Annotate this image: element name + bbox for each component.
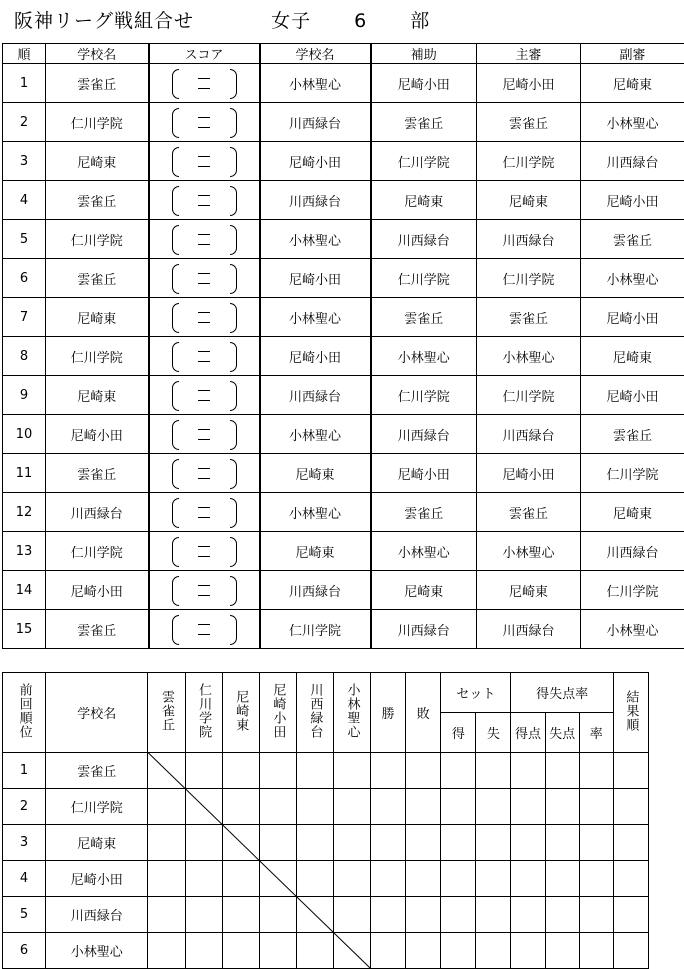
header-sub-referee: 副審 bbox=[581, 44, 684, 64]
standings-cell bbox=[511, 753, 545, 789]
match-away-school: 川西緑台 bbox=[260, 181, 371, 220]
standings-cell bbox=[371, 753, 406, 789]
match-number: 12 bbox=[3, 493, 46, 532]
match-home-school: 雲雀丘 bbox=[46, 259, 149, 298]
match-chief-referee: 仁川学院 bbox=[477, 142, 581, 181]
match-score bbox=[149, 64, 260, 103]
standings-cell bbox=[222, 825, 259, 861]
match-sub-referee: 仁川学院 bbox=[581, 571, 684, 610]
match-row bbox=[3, 337, 684, 376]
standings-cell bbox=[441, 933, 476, 969]
match-row bbox=[3, 376, 684, 415]
standings-cell bbox=[579, 753, 613, 789]
standings-rank: 6 bbox=[3, 933, 46, 969]
schedule-header-row bbox=[3, 44, 684, 64]
standings-cell bbox=[511, 861, 545, 897]
standings-cell bbox=[148, 753, 185, 789]
match-home-school: 雲雀丘 bbox=[46, 454, 149, 493]
standings-rank: 1 bbox=[3, 753, 46, 789]
standings-cell bbox=[406, 825, 441, 861]
match-score bbox=[149, 454, 260, 493]
standings-school: 仁川学院 bbox=[46, 789, 148, 825]
match-score bbox=[149, 415, 260, 454]
standings-cell bbox=[296, 933, 333, 969]
header-losses: 敗 bbox=[406, 673, 441, 753]
standings-cell bbox=[545, 861, 579, 897]
match-home-school: 尼崎東 bbox=[46, 376, 149, 415]
match-home-school: 尼崎東 bbox=[46, 142, 149, 181]
standings-table bbox=[2, 672, 649, 969]
header-previous-rank: 前回順位 bbox=[3, 673, 46, 753]
match-sub-referee: 雲雀丘 bbox=[581, 415, 684, 454]
match-row bbox=[3, 142, 684, 181]
title-division: 女子 bbox=[271, 10, 312, 32]
match-chief-referee: 仁川学院 bbox=[477, 259, 581, 298]
match-number: 6 bbox=[3, 259, 46, 298]
standings-cell bbox=[333, 753, 370, 789]
match-sub-referee: 川西緑台 bbox=[581, 532, 684, 571]
match-score bbox=[149, 376, 260, 415]
match-number: 14 bbox=[3, 571, 46, 610]
match-away-school: 川西緑台 bbox=[260, 103, 371, 142]
standings-cell bbox=[371, 933, 406, 969]
match-home-school: 仁川学院 bbox=[46, 103, 149, 142]
match-number: 7 bbox=[3, 298, 46, 337]
standings-row bbox=[3, 897, 649, 933]
header-order: 順 bbox=[3, 44, 46, 64]
match-number: 5 bbox=[3, 220, 46, 259]
match-score bbox=[149, 103, 260, 142]
match-sub-referee: 小林聖心 bbox=[581, 103, 684, 142]
standings-cell bbox=[259, 825, 296, 861]
match-assist: 尼崎小田 bbox=[371, 64, 477, 103]
header-result-order: 結果順 bbox=[613, 673, 648, 753]
standings-cell bbox=[296, 897, 333, 933]
standings-cell bbox=[259, 753, 296, 789]
standings-row bbox=[3, 933, 649, 969]
standings-cell bbox=[476, 789, 511, 825]
standings-cell bbox=[511, 825, 545, 861]
standings-cell bbox=[613, 933, 648, 969]
standings-cell bbox=[185, 789, 222, 825]
standings-rank: 4 bbox=[3, 861, 46, 897]
standings-cell bbox=[259, 897, 296, 933]
standings-cell bbox=[579, 933, 613, 969]
standings-school: 小林聖心 bbox=[46, 933, 148, 969]
standings-cell bbox=[406, 861, 441, 897]
standings-row bbox=[3, 825, 649, 861]
match-sub-referee: 仁川学院 bbox=[581, 454, 684, 493]
match-away-school: 尼崎東 bbox=[260, 454, 371, 493]
match-chief-referee: 雲雀丘 bbox=[477, 103, 581, 142]
match-chief-referee: 雲雀丘 bbox=[477, 298, 581, 337]
match-assist: 雲雀丘 bbox=[371, 103, 477, 142]
match-away-school: 仁川学院 bbox=[260, 610, 371, 649]
standings-cell bbox=[406, 897, 441, 933]
standings-school: 雲雀丘 bbox=[46, 753, 148, 789]
header-opp-2: 尼崎東 bbox=[222, 673, 259, 753]
standings-cell bbox=[476, 753, 511, 789]
match-chief-referee: 雲雀丘 bbox=[477, 493, 581, 532]
standings-cell bbox=[259, 789, 296, 825]
match-score bbox=[149, 220, 260, 259]
match-row bbox=[3, 571, 684, 610]
title-main: 阪神リーグ戦組合せ bbox=[14, 10, 195, 32]
match-chief-referee: 小林聖心 bbox=[477, 532, 581, 571]
match-row bbox=[3, 220, 684, 259]
match-score bbox=[149, 142, 260, 181]
standings-cell bbox=[222, 789, 259, 825]
match-number: 4 bbox=[3, 181, 46, 220]
standings-school: 川西緑台 bbox=[46, 897, 148, 933]
standings-cell bbox=[406, 933, 441, 969]
standings-cell bbox=[613, 897, 648, 933]
standings-cell bbox=[406, 789, 441, 825]
standings-cell bbox=[296, 753, 333, 789]
match-row bbox=[3, 415, 684, 454]
title-suffix: 部 bbox=[410, 10, 431, 32]
match-away-school: 小林聖心 bbox=[260, 493, 371, 532]
match-number: 11 bbox=[3, 454, 46, 493]
match-number: 3 bbox=[3, 142, 46, 181]
match-chief-referee: 小林聖心 bbox=[477, 337, 581, 376]
match-home-school: 川西緑台 bbox=[46, 493, 149, 532]
standings-cell bbox=[476, 825, 511, 861]
standings-cell bbox=[613, 825, 648, 861]
standings-cell bbox=[333, 789, 370, 825]
header-opp-1: 仁川学院 bbox=[185, 673, 222, 753]
match-away-school: 小林聖心 bbox=[260, 415, 371, 454]
header-school-away: 学校名 bbox=[260, 44, 371, 64]
standings-cell bbox=[185, 933, 222, 969]
standings-cell bbox=[185, 897, 222, 933]
standings-cell bbox=[579, 897, 613, 933]
match-row bbox=[3, 181, 684, 220]
standings-cell bbox=[333, 897, 370, 933]
standings-cell bbox=[613, 753, 648, 789]
match-chief-referee: 尼崎小田 bbox=[477, 454, 581, 493]
header-sets: セット bbox=[441, 673, 511, 713]
match-assist: 川西緑台 bbox=[371, 220, 477, 259]
standings-cell bbox=[296, 789, 333, 825]
match-chief-referee: 尼崎東 bbox=[477, 181, 581, 220]
match-row bbox=[3, 103, 684, 142]
match-row bbox=[3, 454, 684, 493]
match-assist: 仁川学院 bbox=[371, 376, 477, 415]
match-row bbox=[3, 298, 684, 337]
match-chief-referee: 尼崎小田 bbox=[477, 64, 581, 103]
match-row bbox=[3, 532, 684, 571]
match-row bbox=[3, 610, 684, 649]
header-score: スコア bbox=[149, 44, 260, 64]
standings-cell bbox=[545, 789, 579, 825]
match-sub-referee: 尼崎小田 bbox=[581, 298, 684, 337]
match-number: 1 bbox=[3, 64, 46, 103]
header-opp-0: 雲雀丘 bbox=[148, 673, 185, 753]
match-assist: 川西緑台 bbox=[371, 610, 477, 649]
standings-row bbox=[3, 753, 649, 789]
standings-cell bbox=[613, 861, 648, 897]
match-sub-referee: 尼崎東 bbox=[581, 337, 684, 376]
header-ratio: 率 bbox=[579, 713, 613, 753]
standings-cell bbox=[441, 897, 476, 933]
standings-cell bbox=[545, 753, 579, 789]
standings-cell bbox=[579, 861, 613, 897]
header-opp-3: 尼崎小田 bbox=[259, 673, 296, 753]
standings-cell bbox=[333, 933, 370, 969]
match-assist: 川西緑台 bbox=[371, 415, 477, 454]
match-assist: 尼崎東 bbox=[371, 571, 477, 610]
header-points-loss: 失点 bbox=[545, 713, 579, 753]
standings-rank: 2 bbox=[3, 789, 46, 825]
standings-cell bbox=[371, 789, 406, 825]
page-title bbox=[14, 6, 430, 33]
match-home-school: 仁川学院 bbox=[46, 532, 149, 571]
match-chief-referee: 川西緑台 bbox=[477, 610, 581, 649]
match-sub-referee: 雲雀丘 bbox=[581, 220, 684, 259]
header-opp-5: 小林聖心 bbox=[333, 673, 370, 753]
standings-rank: 5 bbox=[3, 897, 46, 933]
standings-cell bbox=[259, 861, 296, 897]
header-set-gain: 得 bbox=[441, 713, 476, 753]
match-away-school: 小林聖心 bbox=[260, 64, 371, 103]
match-score bbox=[149, 298, 260, 337]
standings-cell bbox=[371, 861, 406, 897]
match-away-school: 尼崎小田 bbox=[260, 142, 371, 181]
header-school-home: 学校名 bbox=[46, 44, 149, 64]
match-sub-referee: 尼崎東 bbox=[581, 64, 684, 103]
standings-school: 尼崎小田 bbox=[46, 861, 148, 897]
match-number: 2 bbox=[3, 103, 46, 142]
match-away-school: 川西緑台 bbox=[260, 376, 371, 415]
match-score bbox=[149, 610, 260, 649]
match-sub-referee: 小林聖心 bbox=[581, 610, 684, 649]
standings-cell bbox=[148, 933, 185, 969]
standings-cell bbox=[148, 825, 185, 861]
match-number: 13 bbox=[3, 532, 46, 571]
match-assist: 尼崎小田 bbox=[371, 454, 477, 493]
standings-cell bbox=[222, 933, 259, 969]
standings-row bbox=[3, 861, 649, 897]
standings-cell bbox=[545, 825, 579, 861]
match-away-school: 小林聖心 bbox=[260, 298, 371, 337]
match-number: 15 bbox=[3, 610, 46, 649]
standings-cell bbox=[511, 897, 545, 933]
match-score bbox=[149, 259, 260, 298]
standings-cell bbox=[545, 933, 579, 969]
match-assist: 仁川学院 bbox=[371, 142, 477, 181]
standings-cell bbox=[476, 897, 511, 933]
match-row bbox=[3, 64, 684, 103]
header-points-gain: 得点 bbox=[511, 713, 545, 753]
standings-cell bbox=[511, 933, 545, 969]
standings-cell bbox=[371, 897, 406, 933]
standings-cell bbox=[476, 933, 511, 969]
standings-header-row bbox=[3, 673, 649, 713]
standings-cell bbox=[296, 861, 333, 897]
standings-cell bbox=[441, 789, 476, 825]
standings-cell bbox=[148, 861, 185, 897]
header-opp-4: 川西緑台 bbox=[296, 673, 333, 753]
header-set-loss: 失 bbox=[476, 713, 511, 753]
header-school: 学校名 bbox=[46, 673, 148, 753]
match-home-school: 尼崎小田 bbox=[46, 415, 149, 454]
standings-cell bbox=[579, 825, 613, 861]
standings-cell bbox=[406, 753, 441, 789]
match-assist: 仁川学院 bbox=[371, 259, 477, 298]
standings-cell bbox=[259, 933, 296, 969]
header-assist: 補助 bbox=[371, 44, 477, 64]
match-row bbox=[3, 493, 684, 532]
match-home-school: 尼崎東 bbox=[46, 298, 149, 337]
match-home-school: 仁川学院 bbox=[46, 337, 149, 376]
match-away-school: 小林聖心 bbox=[260, 220, 371, 259]
standings-cell bbox=[511, 789, 545, 825]
match-home-school: 尼崎小田 bbox=[46, 571, 149, 610]
standings-cell bbox=[185, 825, 222, 861]
match-chief-referee: 川西緑台 bbox=[477, 415, 581, 454]
standings-cell bbox=[222, 753, 259, 789]
standings-cell bbox=[579, 789, 613, 825]
match-row bbox=[3, 259, 684, 298]
match-chief-referee: 尼崎東 bbox=[477, 571, 581, 610]
match-sub-referee: 尼崎小田 bbox=[581, 181, 684, 220]
standings-cell bbox=[441, 861, 476, 897]
match-assist: 雲雀丘 bbox=[371, 493, 477, 532]
match-home-school: 雲雀丘 bbox=[46, 181, 149, 220]
match-home-school: 仁川学院 bbox=[46, 220, 149, 259]
match-number: 8 bbox=[3, 337, 46, 376]
standings-cell bbox=[296, 825, 333, 861]
match-sub-referee: 尼崎小田 bbox=[581, 376, 684, 415]
header-chief-referee: 主審 bbox=[477, 44, 581, 64]
standings-cell bbox=[222, 861, 259, 897]
match-sub-referee: 小林聖心 bbox=[581, 259, 684, 298]
standings-cell bbox=[148, 789, 185, 825]
standings-cell bbox=[441, 825, 476, 861]
match-away-school: 川西緑台 bbox=[260, 571, 371, 610]
standings-cell bbox=[148, 897, 185, 933]
standings-cell bbox=[333, 861, 370, 897]
match-home-school: 雲雀丘 bbox=[46, 64, 149, 103]
schedule-table bbox=[2, 43, 684, 649]
match-assist: 小林聖心 bbox=[371, 337, 477, 376]
match-home-school: 雲雀丘 bbox=[46, 610, 149, 649]
standings-cell bbox=[476, 861, 511, 897]
match-away-school: 尼崎東 bbox=[260, 532, 371, 571]
match-away-school: 尼崎小田 bbox=[260, 337, 371, 376]
match-sub-referee: 川西緑台 bbox=[581, 142, 684, 181]
header-point-ratio: 得失点率 bbox=[511, 673, 613, 713]
standings-rank: 3 bbox=[3, 825, 46, 861]
standings-row bbox=[3, 789, 649, 825]
standings-cell bbox=[333, 825, 370, 861]
match-score bbox=[149, 571, 260, 610]
match-score bbox=[149, 181, 260, 220]
standings-school: 尼崎東 bbox=[46, 825, 148, 861]
match-chief-referee: 仁川学院 bbox=[477, 376, 581, 415]
header-wins: 勝 bbox=[371, 673, 406, 753]
match-score bbox=[149, 337, 260, 376]
match-number: 9 bbox=[3, 376, 46, 415]
standings-cell bbox=[545, 897, 579, 933]
standings-cell bbox=[371, 825, 406, 861]
match-chief-referee: 川西緑台 bbox=[477, 220, 581, 259]
match-sub-referee: 尼崎東 bbox=[581, 493, 684, 532]
match-assist: 小林聖心 bbox=[371, 532, 477, 571]
match-score bbox=[149, 532, 260, 571]
standings-cell bbox=[185, 753, 222, 789]
title-number: 6 bbox=[354, 10, 368, 32]
standings-cell bbox=[613, 789, 648, 825]
match-assist: 尼崎東 bbox=[371, 181, 477, 220]
standings-cell bbox=[441, 753, 476, 789]
standings-cell bbox=[185, 861, 222, 897]
match-assist: 雲雀丘 bbox=[371, 298, 477, 337]
standings-cell bbox=[222, 897, 259, 933]
match-away-school: 尼崎小田 bbox=[260, 259, 371, 298]
match-score bbox=[149, 493, 260, 532]
match-number: 10 bbox=[3, 415, 46, 454]
